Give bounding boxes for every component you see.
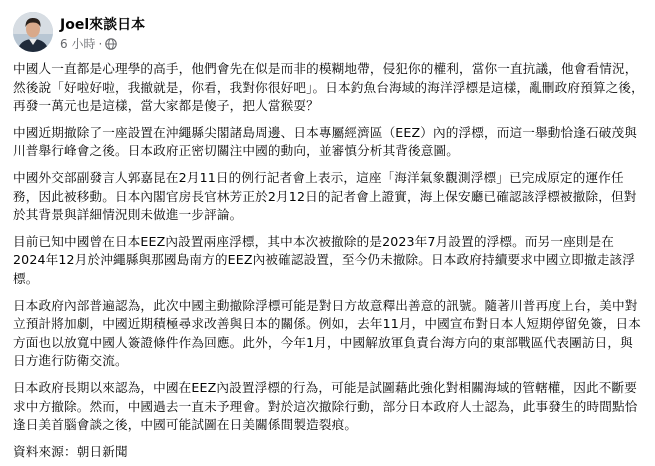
meta-separator: · — [98, 36, 103, 51]
post-content — [13, 60, 645, 466]
post-paragraph: 目前已知中國曾在日本EEZ內設置兩座浮標，其中本次被撤除的是2023年7月設置的浮標。而另一座則是在2024年12月於沖繩縣與那國島南方的EEZ內被確認設置，至今仍未撤除。日本政府持續要求中國立即撤走該浮標。 — [13, 233, 635, 286]
post-timestamp[interactable]: 6 小時 — [60, 37, 96, 51]
globe-icon[interactable] — [105, 38, 117, 50]
post-meta — [60, 35, 117, 52]
post-paragraph: 中國外交部副發言人郭嘉昆在2月11日的例行記者會上表示，這座「海洋氣象觀測浮標」已完成原定的運作任務，因此被移動。日本內閣官房長官林芳正於2月12日的記者會上證實，海上保安廳已確認該浮標被撤除，但對於其背景與詳細情況則未做進一步評論。 — [13, 169, 637, 223]
post-paragraph: 中國近期撤除了一座設置在沖繩縣尖閣諸島周邊、日本專屬經濟區（EEZ）內的浮標，而這一舉動恰逢石破茂與川普舉行峰會之後。日本政府正密切關注中國的動向，並審慎分析其背後意圖。 — [13, 124, 637, 159]
post-header — [13, 12, 633, 54]
post-source: 資料來源：朝日新聞 — [13, 443, 128, 459]
post-paragraph: 日本政府內部普遍認為，此次中國主動撤除浮標可能是對日方故意釋出善意的訊號。隨著川普再度上台，美中對立預計將加劇，中國近期積極尋求改善與日本的關係。例如，去年11月，中國宣布對日本人短期停留免簽，日本方面也以放寬中國人簽證條件作為回應。此外，今年1月，中國解放軍負責台海方向的東部戰區代表團訪日，與日方進行防衛交流。 — [13, 297, 642, 369]
author-name[interactable]: Joel來談日本 — [60, 17, 146, 33]
post-paragraph: 日本政府長期以來認為，中國在EEZ內設置浮標的行為，可能是試圖藉此強化對相關海域的管轄權，因此不斷要求中方撤除。然而，中國過去一直未予理會。對於這次撤除行動，部分日本政府人士認為，此事發生的時間點恰逢日美首腦會談之後，中國可能試圖在日美關係間製造裂痕。 — [13, 379, 638, 433]
avatar[interactable] — [13, 12, 53, 52]
avatar-image — [13, 12, 53, 52]
post-paragraph: 中國人一直都是心理學的高手，他們會先在似是而非的模糊地帶，侵犯你的權利，當你一直抗議，他會看情況，然後說「好啦好啦，我撤就是，你看，我對你很好吧」。日本釣魚台海域的海洋浮標是這樣，亂刪政府預算之後，再發一萬元也是這樣，當大家都是傻子，把人當猴耍？ — [13, 61, 644, 114]
